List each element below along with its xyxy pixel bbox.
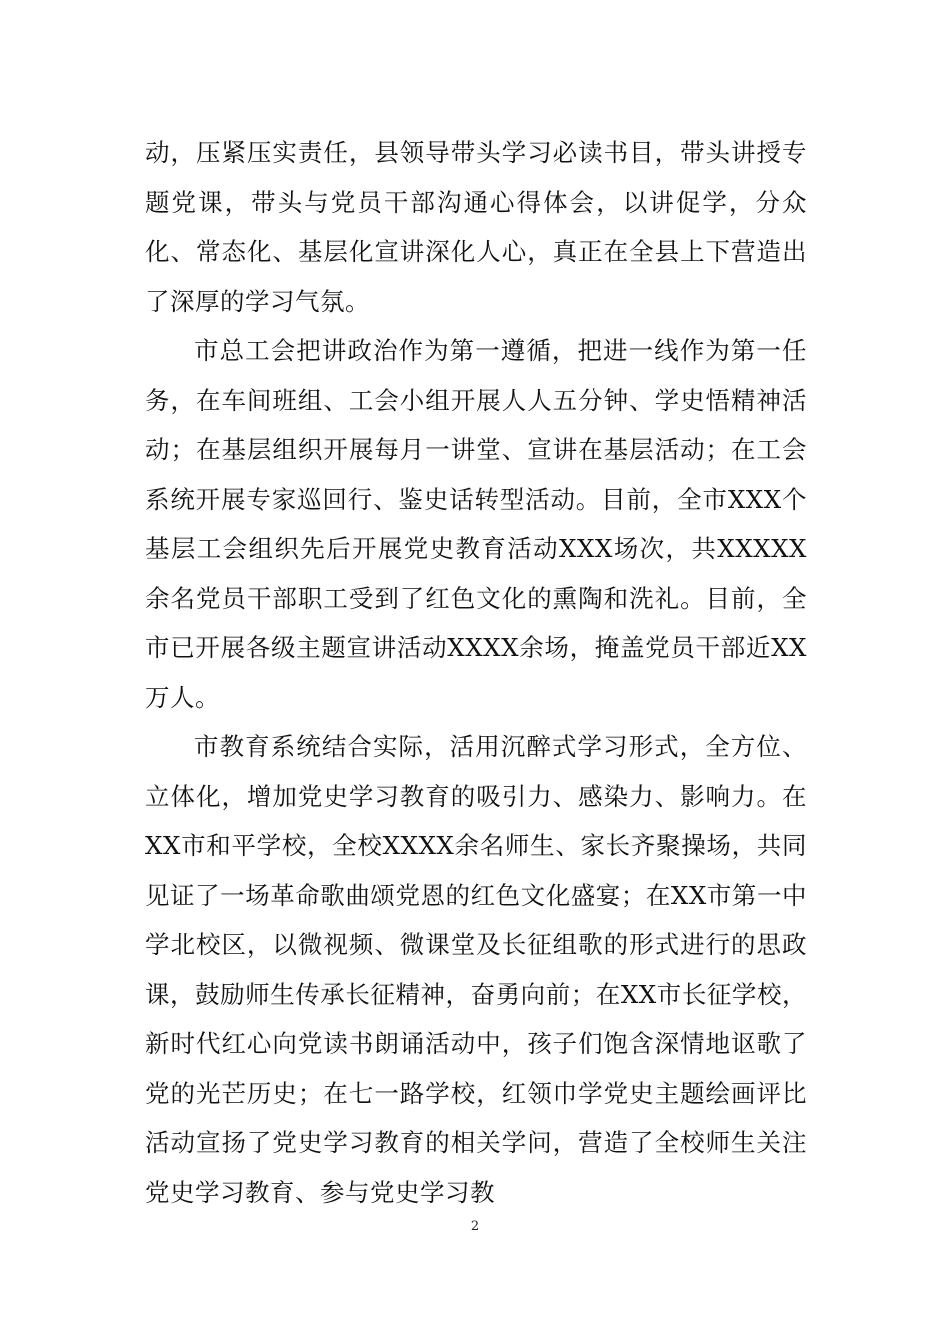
page-number: 2 [470, 1219, 480, 1234]
paragraph-education-system: 市教育系统结合实际，活用沉醉式学习形式，全方位、立体化，增加党史学习教育的吸引力、感染力、影响力。在XX市和平学校，全校XXXX余名师生、家长齐聚操场，共同见证了一场革命歌曲颂党恩的红色文化盛宴；在XX市第一中学北校区，以微视频、微课堂及长征组歌的形式进行的思政课，鼓励师生传承长征精神，奋勇向前；在XX市长征学校，新时代红心向党读书朗诵活动中，孩子们饱含深情地讴歌了党的光芒历史；在七一路学校，红领巾学党史主题绘画评比活动宣扬了党史学习教育的相关学问，营造了全校师生关注党史学习教育、参与党史学习教 [145, 732, 807, 1207]
document-body [145, 128, 807, 1217]
paragraph-continuation: 动，压紧压实责任，县领导带头学习必读书目，带头讲授专题党课，带头与党员干部沟通心得体会，以讲促学，分众化、常态化、基层化宣讲深化人心，真正在全县上下营造出了深厚的学习气氛。 [145, 138, 807, 316]
paragraph-trade-union: 市总工会把讲政治作为第一遵循，把进一线作为第一任务，在车间班组、工会小组开展人人五分钟、学史悟精神活动；在基层组织开展每月一讲堂、宣讲在基层活动；在工会系统开展专家巡回行、鉴史话转型活动。目前，全市XXX个基层工会组织先后开展党史教育活动XXX场次，共XXXXX余名党员干部职工受到了红色文化的熏陶和洗礼。目前，全市已开展各级主题宣讲活动XXXX余场，掩盖党员干部近XX万人。 [145, 336, 807, 712]
